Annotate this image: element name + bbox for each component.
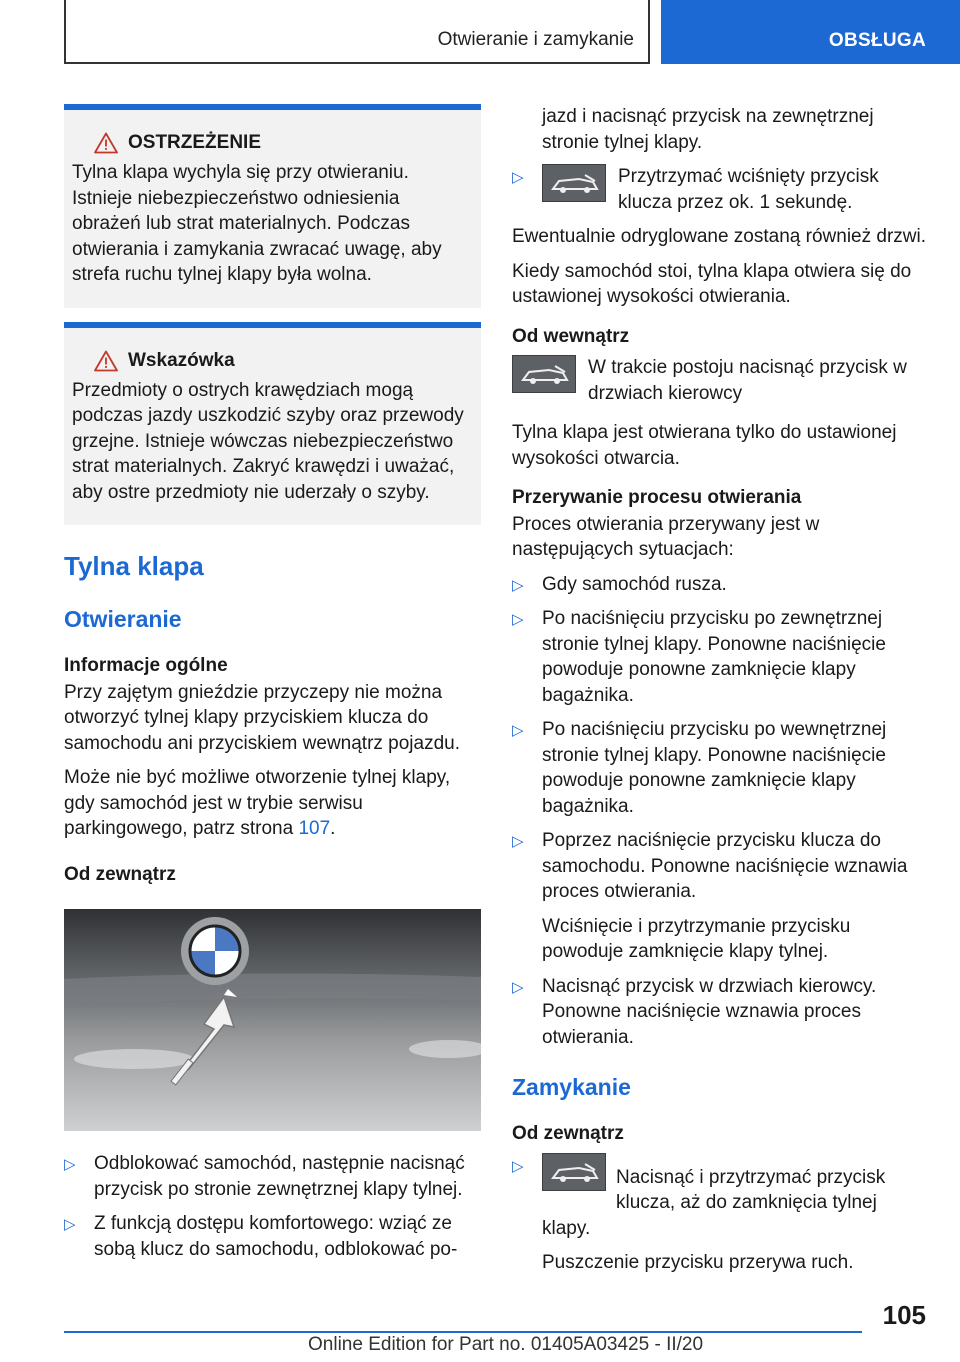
close-sub-paragraph: Puszczenie przycisku przerywa ruch. — [542, 1252, 854, 1273]
tailgate-car-icon — [542, 164, 606, 202]
triangle-right-icon: ▷ — [512, 611, 524, 628]
heading-close-outside: Od zewnątrz — [512, 1123, 624, 1144]
inside-instruction: W trakcie postoju nacisnąć przycisk w drzwiach kierowcy — [512, 355, 926, 406]
edition-text: Online Edition for Part no. 01405A03425 - II/20 — [308, 1334, 704, 1355]
heading-closing: Zamykanie — [512, 1074, 631, 1100]
list-item: ▷ Po naciśnięciu przycisku po zewnętrznej stronie tylnej klapy. Ponowne naciśnięcie powoduje ponowne zamknięcie klapy bagażnika. — [512, 608, 886, 706]
height-paragraph: Kiedy samochód stoi, tylna klapa otwiera się do ustawionej wysokości otwierania. — [512, 260, 912, 307]
general-paragraph-1: Przy zajętym gnieździe przyczepy nie można otworzyć tylnej klapy przyciskiem klucza do samochodu ani przyciskiem wewnątrz pojazdu. — [64, 681, 461, 754]
heading-opening: Otwieranie — [64, 606, 182, 632]
list-item: ▷ Nacisnąć przycisk w drzwiach kierowcy. Ponowne naciśnięcie wznawia proces otwierania. — [512, 975, 877, 1048]
doors-paragraph: Ewentualnie odryglowane zostaną również drzwi. — [512, 226, 927, 247]
triangle-right-icon: ▷ — [512, 722, 524, 739]
triangle-right-icon: ▷ — [512, 833, 524, 850]
list-item: ▷ Przytrzymać wciśnięty przycisk klucza przez ok. 1 sekundę. — [512, 166, 879, 213]
left-column — [64, 104, 481, 1271]
hint-title: Wskazówka — [128, 349, 235, 371]
list-item: ▷ Po naciśnięciu przycisku po wewnętrznej stronie tylnej klapy. Ponowne naciśnięcie powoduje ponowne zamknięcie klapy bagażnika. — [512, 719, 887, 817]
page-number: 105 — [882, 1300, 926, 1330]
triangle-right-icon: ▷ — [64, 1156, 76, 1173]
chapter-tab[interactable] — [661, 0, 960, 64]
right-column — [512, 104, 926, 1285]
triangle-right-icon: ▷ — [64, 1216, 76, 1233]
warning-triangle-icon — [94, 132, 118, 154]
section-title: Otwieranie i zamykanie — [437, 29, 634, 50]
footer-rule — [64, 1331, 862, 1333]
triangle-right-icon: ▷ — [512, 978, 524, 996]
warning-text: Tylna klapa wychyla się przy otwieraniu. Istnieje niebezpieczeństwo odniesienia obrażeń lub strat materialnych. Podczas otwierania i zamykania zwracać uwagę, aby strefa ruchu tylnej klapy była wolna. — [72, 162, 442, 285]
header-right-rule — [648, 0, 650, 64]
tailgate-car-icon — [542, 1153, 606, 1191]
hint-text: Przedmioty o ostrych krawędziach mogą podczas jazdy uszkodzić szyby oraz przewody grzejne. Istnieje wówczas niebezpieczeństwo strat materialnych. Zakryć krawędzi i uważać, aby ostre przedmioty nie uderzały o szyby. — [72, 379, 464, 503]
tailgate-car-icon — [512, 355, 576, 393]
list-item: ▷ Nacisnąć i przytrzymać przycisk klucza, aż do zamknięcia tylnej klapy. — [512, 1153, 926, 1242]
tailgate-photo-illustration — [64, 909, 481, 1131]
heading-interrupt: Przerywanie procesu otwierania — [512, 487, 802, 508]
warning-triangle-icon — [94, 350, 118, 372]
interrupt-sub-paragraph: Wciśnięcie i przytrzymanie przycisku powoduje zamknięcie klapy tylnej. — [542, 915, 851, 962]
header-bottom-rule — [64, 62, 650, 64]
inside-height-paragraph: Tylna klapa jest otwierana tylko do ustawionej wysokości otwarcia. — [512, 422, 897, 469]
list-item: ▷ Odblokować samochód, następnie nacisnąć przycisk po stronie zewnętrznej klapy tylnej. — [64, 1153, 465, 1200]
warning-title: OSTRZEŻENIE — [128, 132, 262, 153]
continued-text: jazd i nacisnąć przycisk na zewnętrznej stronie tylnej klapy. — [542, 106, 874, 153]
list-item: ▷ Poprzez naciśnięcie przycisku klucza do samochodu. Ponowne naciśnięcie wznawia proces otwierania. — [512, 830, 908, 902]
chapter-tab-label: OBSŁUGA — [828, 30, 926, 51]
heading-from-inside: Od wewnątrz — [512, 325, 630, 347]
triangle-right-icon: ▷ — [512, 576, 524, 594]
general-paragraph-2: Może nie być możliwe otworzenie tylnej klapy, gdy samochód jest w trybie serwisu parkingowego, patrz strona 107. — [64, 767, 451, 839]
tailgate-button-photo — [64, 909, 481, 1131]
triangle-right-icon: ▷ — [512, 169, 524, 186]
triangle-right-icon: ▷ — [512, 1157, 524, 1175]
page-link-107[interactable]: 107 — [298, 818, 331, 839]
heading-tailgate: Tylna klapa — [64, 551, 204, 581]
hint-box — [64, 322, 481, 526]
list-item: ▷ Gdy samochód rusza. — [512, 572, 926, 598]
heading-general-info: Informacje ogólne — [64, 655, 228, 676]
heading-from-outside: Od zewnątrz — [64, 863, 176, 885]
header-left-rule — [64, 0, 66, 64]
list-item: ▷ Z funkcją dostępu komfortowego: wziąć ze sobą klucz do samochodu, odblokować po- — [64, 1213, 458, 1260]
warning-box — [64, 104, 481, 308]
interrupt-paragraph: Proces otwierania przerywany jest w następujących sytuacjach: — [512, 513, 820, 560]
